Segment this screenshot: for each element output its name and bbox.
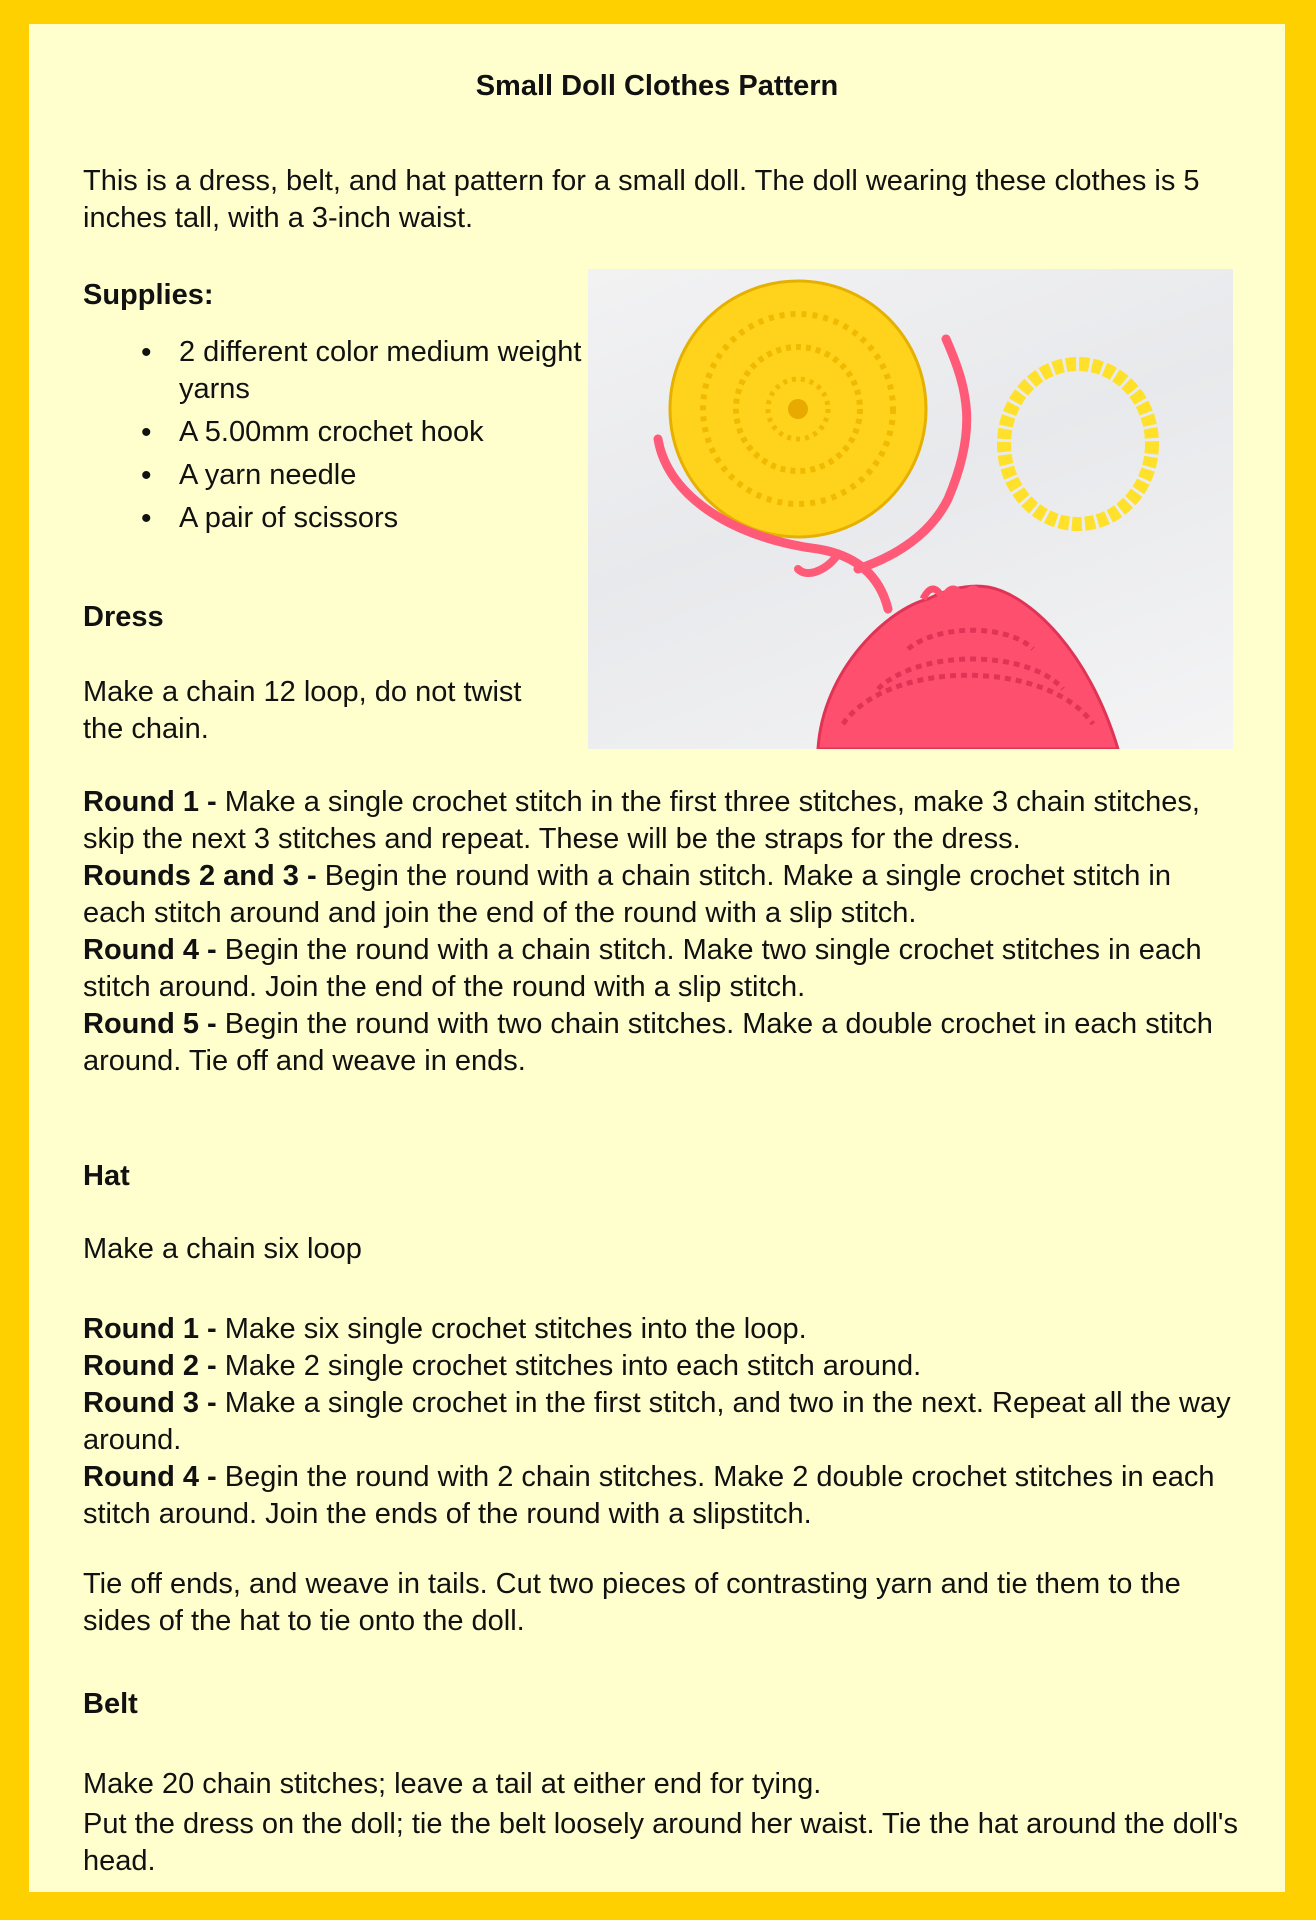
dress-round xyxy=(83,1006,1233,1080)
hat-round xyxy=(83,1311,1263,1348)
supplies-list xyxy=(101,334,619,543)
round-label: Rounds 2 and 3 - xyxy=(83,860,317,892)
hat-round xyxy=(83,1385,1263,1459)
photo-illustration xyxy=(588,269,1233,749)
page-title: Small Doll Clothes Pattern xyxy=(475,70,839,102)
round-label: Round 1 - xyxy=(83,786,217,818)
round-text: Make a single crochet in the first stitch, and two in the next. Repeat all the way around. xyxy=(83,1387,1231,1456)
belt-line-2: Put the dress on the doll; tie the belt loosely around her waist. Tie the hat around the doll's head. xyxy=(83,1808,1238,1877)
round-text: Make 2 single crochet stitches into each stitch around. xyxy=(224,1350,922,1382)
round-text: Begin the round with 2 chain stitches. Make 2 double crochet stitches in each stitch around. Join the ends of the round with a slipstitch. xyxy=(83,1461,1215,1530)
crocheted-doll-clothes-photo xyxy=(588,269,1233,749)
hat-round xyxy=(83,1459,1263,1533)
hat-round xyxy=(83,1348,1263,1385)
hat-intro: Make a chain six loop xyxy=(83,1233,362,1265)
hat-outro: Tie off ends, and weave in tails. Cut two pieces of contrasting yarn and tie them to the sides of the hat to tie onto the doll. xyxy=(83,1568,1181,1637)
belt-shape xyxy=(1004,364,1152,524)
hat-rounds xyxy=(83,1311,1263,1533)
dress-round xyxy=(83,858,1233,932)
round-label: Round 5 - xyxy=(83,1008,217,1040)
round-text: Make a single crochet stitch in the first three stitches, make 3 chain stitches, skip the next 3 stitches and repeat. These will be the straps for the dress. xyxy=(83,786,1200,855)
hat-heading: Hat xyxy=(83,1160,130,1192)
dress-intro: Make a chain 12 loop, do not twist the chain. xyxy=(83,676,522,745)
belt-heading: Belt xyxy=(83,1688,138,1720)
supplies-heading: Supplies: xyxy=(83,279,214,311)
round-text: Make six single crochet stitches into the loop. xyxy=(224,1313,807,1345)
dress-shape xyxy=(818,586,1118,749)
pattern-page xyxy=(29,24,1285,1892)
round-label: Round 2 - xyxy=(83,1350,217,1382)
round-text: Begin the round with two chain stitches. Make a double crochet in each stitch around. Tie off and weave in ends. xyxy=(83,1008,1213,1077)
round-text: Begin the round with a chain stitch. Make a single crochet stitch in each stitch around and join the end of the round with a slip stitch. xyxy=(83,860,1171,929)
list-item: • A 5.00mm crochet hook xyxy=(179,414,619,451)
list-item: • A pair of scissors xyxy=(179,500,619,537)
dress-round xyxy=(83,784,1233,858)
round-label: Round 1 - xyxy=(83,1313,217,1345)
round-label: Round 3 - xyxy=(83,1387,217,1419)
dress-rounds xyxy=(83,784,1233,1080)
round-text: Begin the round with a chain stitch. Make two single crochet stitches in each stitch around. Join the end of the round with a slip stitch. xyxy=(83,934,1202,1003)
intro-paragraph: This is a dress, belt, and hat pattern for a small doll. The doll wearing these clothes is 5 inches tall, with a 3-inch waist. xyxy=(83,165,1200,234)
round-label: Round 4 - xyxy=(83,1461,217,1493)
list-item: • 2 different color medium weight yarns xyxy=(179,334,619,408)
dress-heading: Dress xyxy=(83,601,164,633)
list-item: • A yarn needle xyxy=(179,457,619,494)
round-label: Round 4 - xyxy=(83,934,217,966)
dress-round xyxy=(83,932,1233,1006)
belt-line-1: Make 20 chain stitches; leave a tail at either end for tying. xyxy=(83,1768,822,1800)
